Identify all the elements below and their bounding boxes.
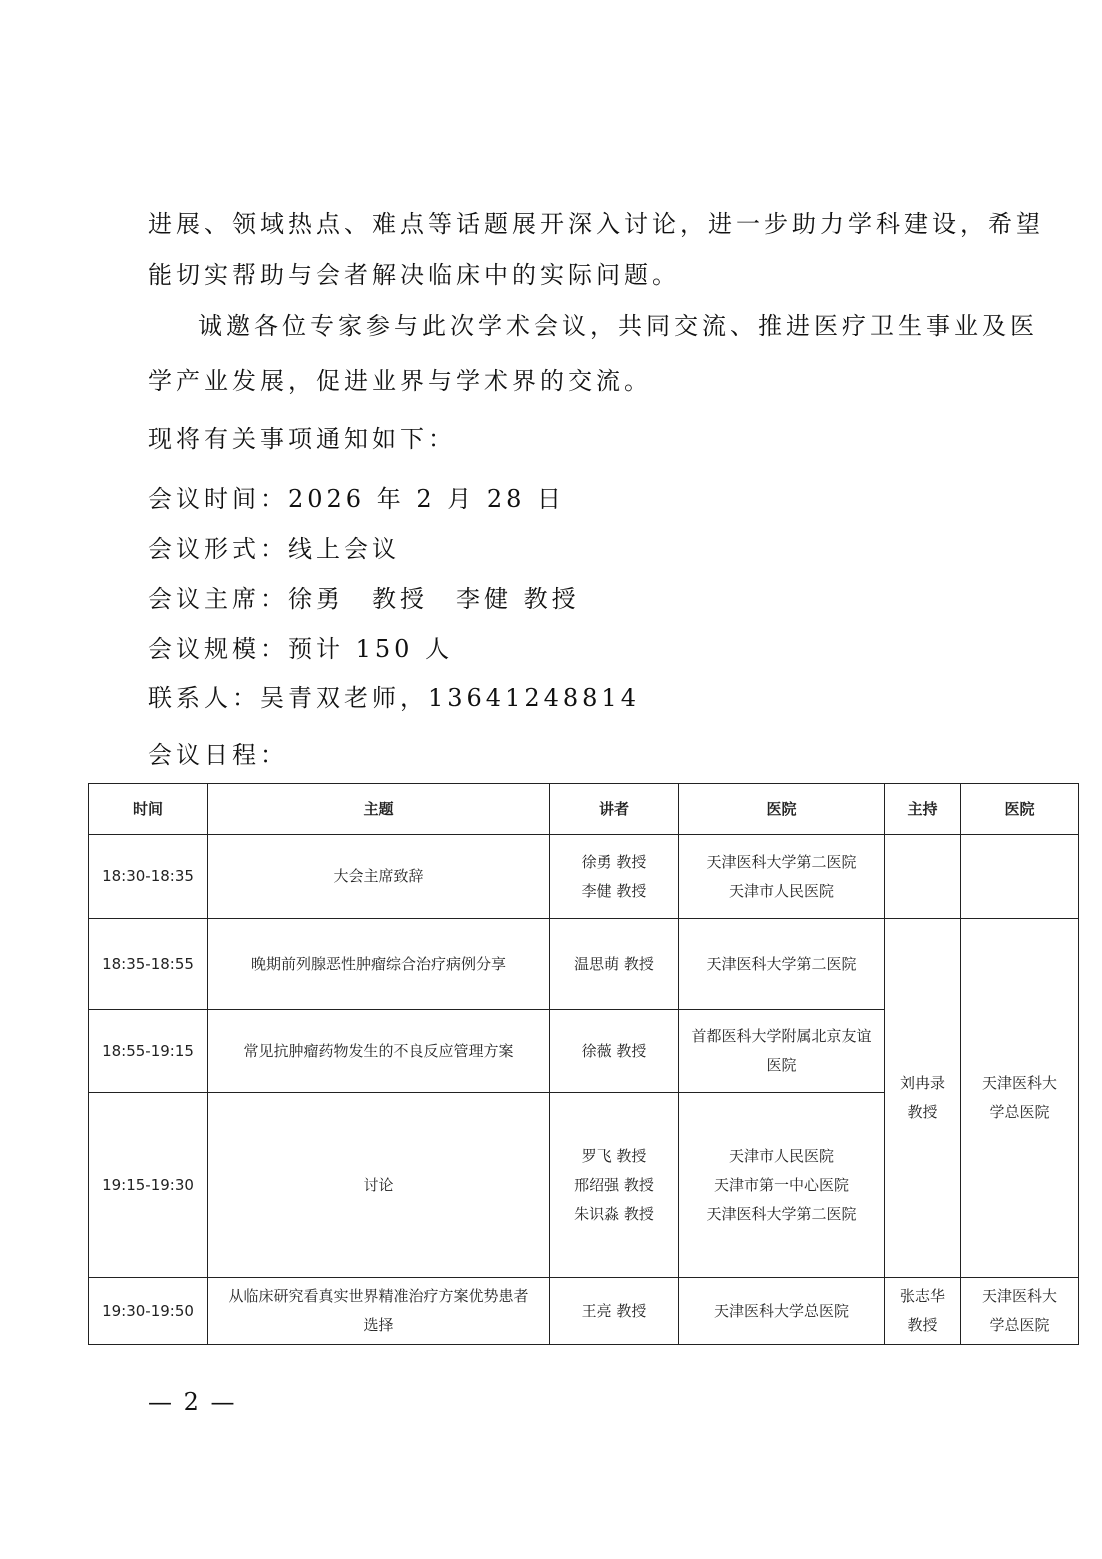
table-row [89, 1278, 1079, 1345]
header-time: 时间 [89, 784, 208, 835]
cell-speakers [550, 1093, 679, 1278]
cell-hospitals: 首都医科大学附属北京友谊医院 [679, 1010, 885, 1093]
paragraph-line: 学产业发展，促进业界与学术界的交流。 [148, 367, 652, 395]
cell-topic: 从临床研究看真实世界精准治疗方案优势患者选择 [208, 1278, 550, 1345]
speaker: 罗飞 教授 [581, 1146, 647, 1165]
hospital: 天津医科大学第二医院 [706, 852, 857, 871]
cell-time: 18:30-18:35 [89, 835, 208, 919]
cell-hospitals [679, 835, 885, 919]
cell-moderator-empty [885, 835, 961, 919]
header-moderator: 主持 [885, 784, 961, 835]
meeting-format: 会议形式：线上会议 [148, 535, 400, 563]
meeting-chair: 会议主席：徐勇 教授 李健 教授 [148, 585, 580, 613]
header-moderator-hospital: 医院 [961, 784, 1079, 835]
cell-speakers: 王亮 教授 [550, 1278, 679, 1345]
contact-person: 联系人：吴青双老师，13641248814 [148, 684, 640, 712]
header-speaker: 讲者 [550, 784, 679, 835]
cell-moderator-hospital-empty [961, 835, 1079, 919]
cell-topic: 常见抗肿瘤药物发生的不良反应管理方案 [208, 1010, 550, 1093]
speaker: 邢绍强 教授 [574, 1175, 654, 1194]
table-row [89, 919, 1079, 1010]
header-hospital: 医院 [679, 784, 885, 835]
paragraph-line: 能切实帮助与会者解决临床中的实际问题。 [148, 261, 680, 289]
cell-time: 19:15-19:30 [89, 1093, 208, 1278]
meeting-time: 会议时间：2026 年 2 月 28 日 [148, 485, 566, 513]
cell-hospitals: 天津医科大学总医院 [679, 1278, 885, 1345]
cell-hospitals [679, 1093, 885, 1278]
cell-hospitals: 天津医科大学第二医院 [679, 919, 885, 1010]
cell-moderator-hospital: 天津医科大学总医院 [961, 1278, 1079, 1345]
hospital: 天津市第一中心医院 [713, 1175, 849, 1194]
speaker: 徐勇 教授 [581, 852, 647, 871]
cell-speakers: 徐薇 教授 [550, 1010, 679, 1093]
schedule-label: 会议日程： [148, 741, 288, 769]
paragraph-line: 诚邀各位专家参与此次学术会议，共同交流、推进医疗卫生事业及医 [198, 312, 1038, 340]
hospital: 天津市人民医院 [728, 1146, 834, 1165]
speaker: 朱识淼 教授 [574, 1204, 654, 1223]
cell-time: 18:55-19:15 [89, 1010, 208, 1093]
paragraph-line: 进展、领域热点、难点等话题展开深入讨论，进一步助力学科建设，希望 [148, 210, 1044, 238]
page-number: — 2 — [148, 1388, 237, 1416]
cell-speakers: 温思萌 教授 [550, 919, 679, 1010]
table-row [89, 835, 1079, 919]
paragraph-line: 现将有关事项通知如下： [148, 425, 456, 453]
cell-time: 19:30-19:50 [89, 1278, 208, 1345]
schedule-table [88, 783, 1079, 1345]
header-topic: 主题 [208, 784, 550, 835]
cell-speakers [550, 835, 679, 919]
cell-topic: 晚期前列腺恶性肿瘤综合治疗病例分享 [208, 919, 550, 1010]
hospital: 天津医科大学第二医院 [706, 1204, 857, 1223]
cell-time: 18:35-18:55 [89, 919, 208, 1010]
cell-topic: 大会主席致辞 [208, 835, 550, 919]
speaker: 李健 教授 [581, 881, 647, 900]
cell-topic: 讨论 [208, 1093, 550, 1278]
meeting-scale: 会议规模：预计 150 人 [148, 635, 454, 663]
table-header-row [89, 784, 1079, 835]
cell-moderator: 张志华教授 [885, 1278, 961, 1345]
cell-moderator: 刘冉录教授 [885, 919, 961, 1278]
hospital: 天津市人民医院 [728, 881, 834, 900]
cell-moderator-hospital: 天津医科大学总医院 [961, 919, 1079, 1278]
